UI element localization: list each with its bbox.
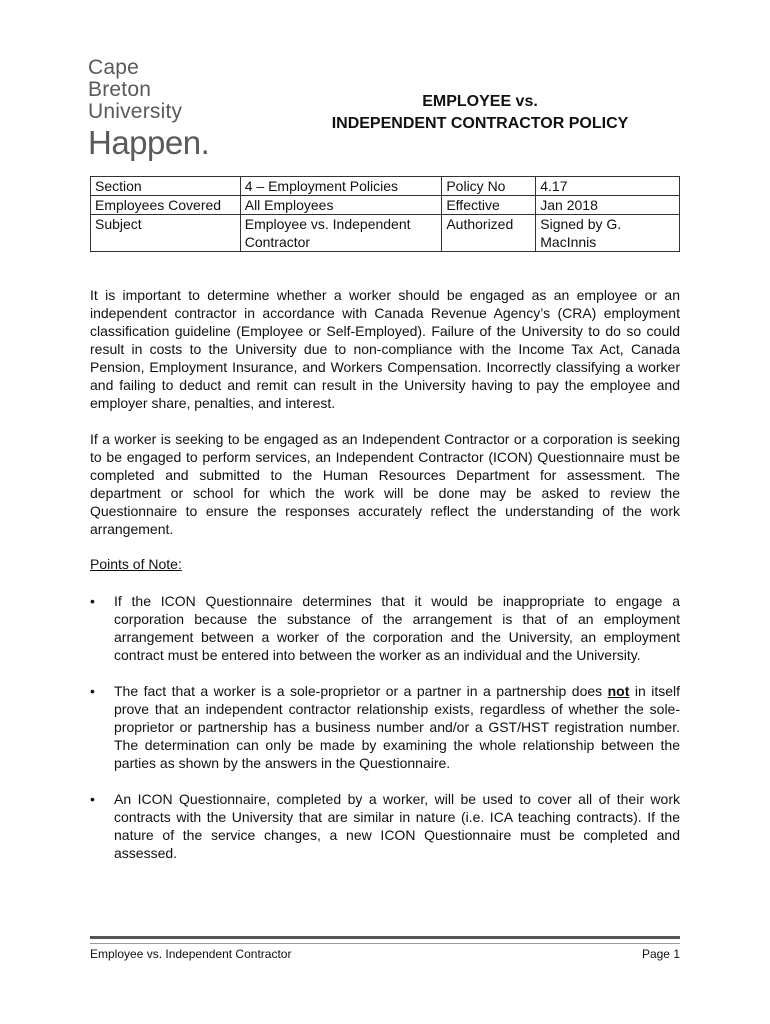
bullet-marker: • — [90, 791, 95, 807]
list-item — [90, 790, 680, 862]
logo-line-breton: Breton — [88, 78, 152, 101]
bullet-marker: • — [90, 683, 95, 699]
table-cell: 4 – Employment Policies — [240, 177, 442, 196]
bullet-text: An ICON Questionnaire, completed by a worker, will be used to cover all of their work contracts with the University that are similar in nature (i.e. ICA teaching contracts). If the nature of the service changes, a new ICON Questionnaire must be completed and assessed. — [114, 791, 680, 861]
table-cell: Policy No — [442, 177, 536, 196]
title-line-2: INDEPENDENT CONTRACTOR POLICY — [331, 115, 629, 132]
page-footer — [90, 946, 680, 962]
title-line-1: EMPLOYEE vs. — [422, 93, 538, 110]
table-row — [91, 177, 680, 196]
page-title — [250, 91, 710, 135]
list-item — [90, 592, 680, 664]
table-cell: Employees Covered — [91, 196, 241, 215]
intro-paragraph: It is important to determine whether a worker should be engaged as an employee or an independent contractor in accordance with Canada Revenue Agency’s (CRA) employment classification guideline (Employee or Self-Employed). Failure of the University to do so could result in costs to the University due to non-compliance with the Income Tax Act, Canada Pension, Employment Insurance, and Workers Compensation. Incorrectly classifying a worker and failing to deduct and remit can result in the University having to pay the employee and employer share, penalties, and interest. — [90, 287, 680, 411]
points-of-note-heading: Points of Note: — [90, 556, 182, 572]
points-list — [90, 592, 680, 880]
table-cell: Jan 2018 — [536, 196, 680, 215]
list-item — [90, 682, 680, 772]
bullet-text: The fact that a worker is a sole-proprietor or a partner in a partnership does — [114, 683, 608, 699]
table-cell: 4.17 — [536, 177, 680, 196]
icon-paragraph: If a worker is seeking to be engaged as an Independent Contractor or a corporation is seeking to be engaged to perform services, an Independent Contractor (ICON) Questionnaire must be completed and submitted to the Human Resources Department for assessment. The department or school for which the work will be done may be asked to review the Questionnaire to ensure the responses accurately reflect the understanding of the work arrangement. — [90, 431, 680, 537]
bullet-marker: • — [90, 593, 95, 609]
table-cell: Authorized — [442, 215, 536, 252]
table-row — [91, 215, 680, 252]
university-logo — [88, 57, 209, 161]
footer-title: Employee vs. Independent Contractor — [90, 947, 292, 961]
bullet-text: If the ICON Questionnaire determines that it would be inappropriate to engage a corporation because the substance of the arrangement is that of an employment arrangement between a worker of the corporation and the University, an employment contract must be entered into between the worker as an individual and the University. — [114, 593, 680, 663]
table-row — [91, 196, 680, 215]
table-cell: Signed by G. MacInnis — [536, 215, 680, 252]
table-cell: Effective — [442, 196, 536, 215]
policy-meta-table — [90, 176, 680, 252]
footer-divider — [90, 936, 680, 944]
page-number: Page 1 — [641, 947, 680, 961]
logo-line-happen: Happen. — [88, 124, 210, 161]
table-cell: Employee vs. Independent Contractor — [240, 215, 442, 252]
bullet-text: in itself prove that an independent contractor relationship exists, regardless of whether the sole-proprietor or partnership has a business number and/or a GST/HST registration number. The determination can only be made by examining the whole relationship between the parties as shown by the answers in the Questionnaire. — [114, 683, 680, 771]
emphasis-not: not — [607, 683, 630, 699]
logo-line-cape: Cape — [88, 56, 140, 79]
table-cell: Section — [91, 177, 241, 196]
table-cell: Subject — [91, 215, 241, 252]
logo-line-university: University — [88, 100, 183, 123]
table-cell: All Employees — [240, 196, 442, 215]
